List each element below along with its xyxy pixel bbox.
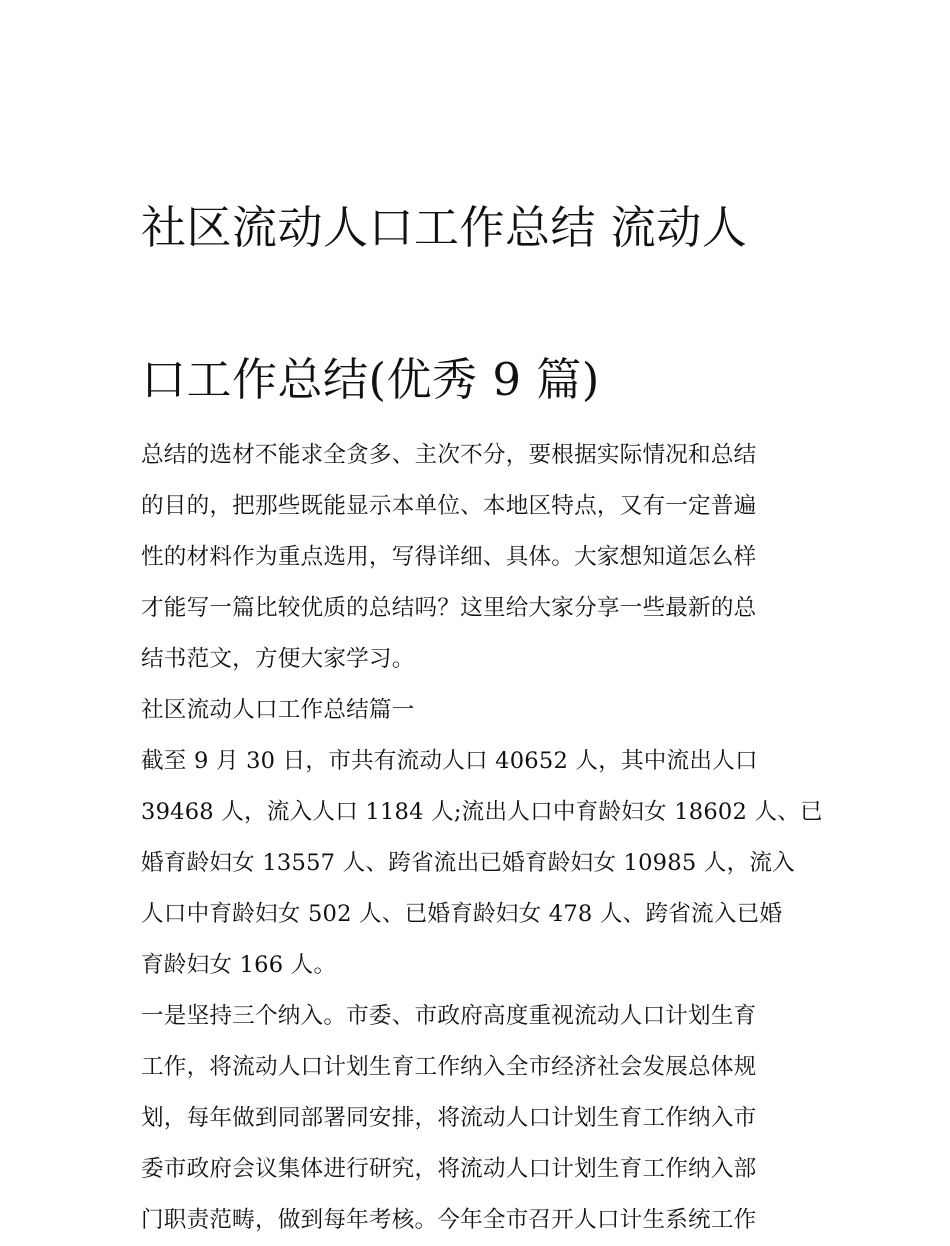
policy-paragraph: 一是坚持三个纳入。市委、市政府高度重视流动人口计划生育 工作，将流动人口计划生育工作纳入全市经济社会发展总体规 划，每年做到同部署同安排，将流动人口计划生育工作纳入市 委市政府会议集体进行研究，将流动人口计划生育工作纳入部 门职责范畴，做到每年考核。今年全市召开人口计生系统工作 <box>141 1003 757 1233</box>
document-body <box>141 114 831 1246</box>
intro-paragraph: 总结的选材不能求全贪多、主次不分，要根据实际情况和总结 的目的，把那些既能显示本单位、本地区特点，又有一定普遍 性的材料作为重点选用，写得详细、具体。大家想知道怎么样 才能写一篇比较优质的总结吗？这里给大家分享一些最新的总 结书范文，方便大家学习。 <box>141 442 757 672</box>
section-heading: 社区流动人口工作总结篇一 <box>141 697 415 723</box>
document-title <box>141 114 831 418</box>
statistics-paragraph: 截至 9 月 30 日，市共有流动人口 40652 人，其中流出人口 39468 人，流入人口 1184 人;流出人口中育龄妇女 18602 人、已 婚育龄妇女 13557 人、跨省流出已婚育龄妇女 10985 人，流入 人口中育龄妇女 502 人、已婚育龄妇女 478 人、跨省流入已婚 育龄妇女 166 人。 <box>141 748 823 978</box>
title-line-1: 社区流动人口工作总结 流动人 <box>141 201 748 254</box>
title-line-2: 口工作总结(优秀 9 篇) <box>141 353 600 406</box>
